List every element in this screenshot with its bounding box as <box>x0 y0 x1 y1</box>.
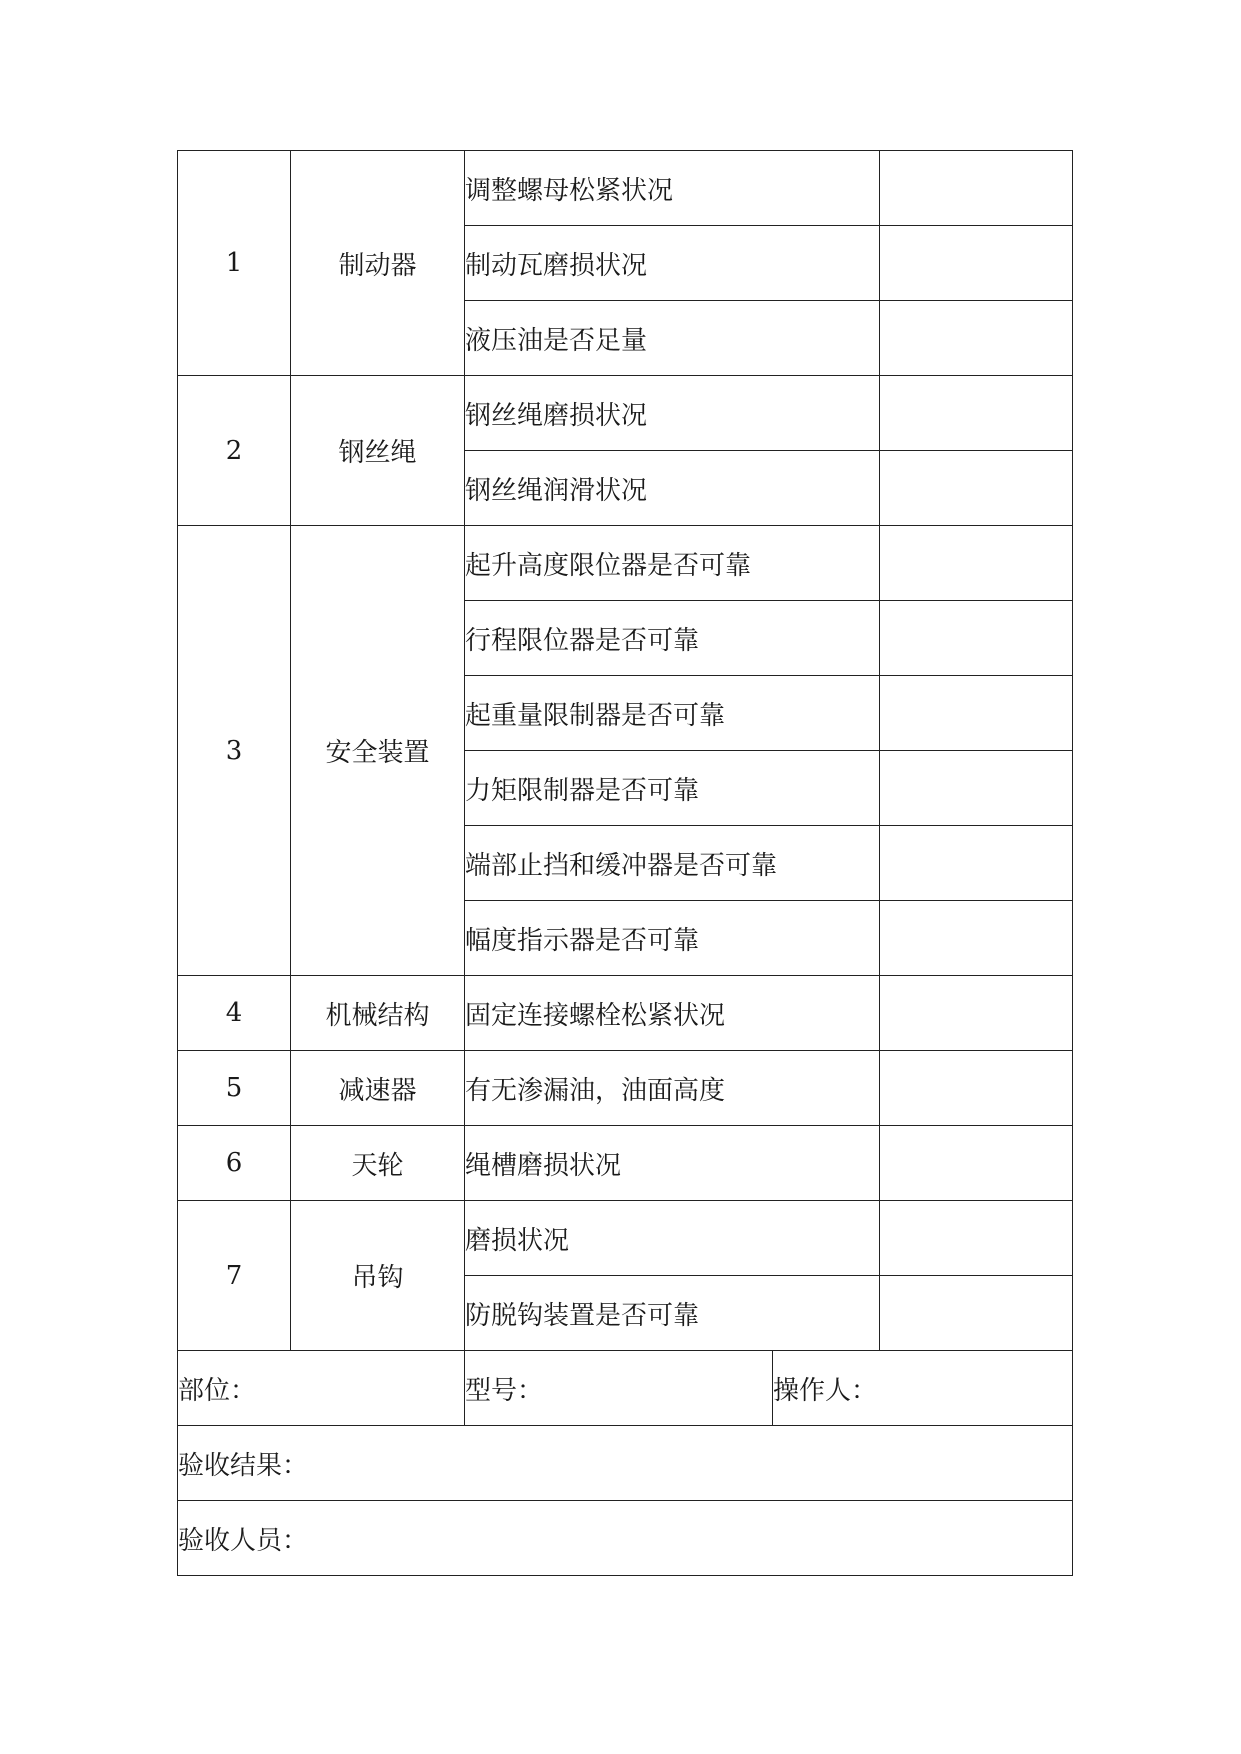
table-row <box>178 976 1073 1051</box>
result-cell[interactable] <box>880 601 1073 676</box>
table-row <box>178 1126 1073 1201</box>
footer-row <box>178 1501 1073 1576</box>
row-number: 7 <box>178 1201 291 1351</box>
row-number: 5 <box>178 1051 291 1126</box>
result-cell[interactable] <box>880 376 1073 451</box>
check-item: 幅度指示器是否可靠 <box>465 901 880 976</box>
row-number: 3 <box>178 526 291 976</box>
result-cell[interactable] <box>880 901 1073 976</box>
result-cell[interactable] <box>880 826 1073 901</box>
model-field[interactable]: 型号： <box>465 1351 773 1426</box>
component-name: 钢丝绳 <box>291 376 465 526</box>
table-row <box>178 376 1073 451</box>
result-cell[interactable] <box>880 751 1073 826</box>
row-number: 4 <box>178 976 291 1051</box>
check-item: 防脱钩装置是否可靠 <box>465 1276 880 1351</box>
result-field[interactable]: 验收结果： <box>178 1426 1073 1501</box>
check-item: 起升高度限位器是否可靠 <box>465 526 880 601</box>
footer-row <box>178 1426 1073 1501</box>
result-cell[interactable] <box>880 1201 1073 1276</box>
table-row <box>178 526 1073 601</box>
result-cell[interactable] <box>880 976 1073 1051</box>
component-name: 制动器 <box>291 151 465 376</box>
footer-row <box>178 1351 1073 1426</box>
component-name: 安全装置 <box>291 526 465 976</box>
result-cell[interactable] <box>880 226 1073 301</box>
check-item: 行程限位器是否可靠 <box>465 601 880 676</box>
result-cell[interactable] <box>880 1051 1073 1126</box>
table-row <box>178 1201 1073 1276</box>
result-cell[interactable] <box>880 451 1073 526</box>
check-item: 起重量限制器是否可靠 <box>465 676 880 751</box>
result-cell[interactable] <box>880 301 1073 376</box>
row-number: 1 <box>178 151 291 376</box>
check-item: 钢丝绳磨损状况 <box>465 376 880 451</box>
component-name: 天轮 <box>291 1126 465 1201</box>
inspection-table <box>177 150 1073 1576</box>
check-item: 力矩限制器是否可靠 <box>465 751 880 826</box>
component-name: 吊钩 <box>291 1201 465 1351</box>
check-item: 磨损状况 <box>465 1201 880 1276</box>
check-item: 制动瓦磨损状况 <box>465 226 880 301</box>
table-row <box>178 1051 1073 1126</box>
inspector-field[interactable]: 验收人员： <box>178 1501 1073 1576</box>
check-item: 液压油是否足量 <box>465 301 880 376</box>
component-name: 机械结构 <box>291 976 465 1051</box>
check-item: 绳槽磨损状况 <box>465 1126 880 1201</box>
operator-field[interactable]: 操作人： <box>773 1351 1073 1426</box>
result-cell[interactable] <box>880 526 1073 601</box>
table-row <box>178 151 1073 226</box>
row-number: 6 <box>178 1126 291 1201</box>
component-name: 减速器 <box>291 1051 465 1126</box>
result-cell[interactable] <box>880 1126 1073 1201</box>
check-item: 端部止挡和缓冲器是否可靠 <box>465 826 880 901</box>
location-field[interactable]: 部位： <box>178 1351 465 1426</box>
check-item: 有无渗漏油，油面高度 <box>465 1051 880 1126</box>
check-item: 固定连接螺栓松紧状况 <box>465 976 880 1051</box>
result-cell[interactable] <box>880 151 1073 226</box>
result-cell[interactable] <box>880 1276 1073 1351</box>
check-item: 钢丝绳润滑状况 <box>465 451 880 526</box>
check-item: 调整螺母松紧状况 <box>465 151 880 226</box>
row-number: 2 <box>178 376 291 526</box>
result-cell[interactable] <box>880 676 1073 751</box>
